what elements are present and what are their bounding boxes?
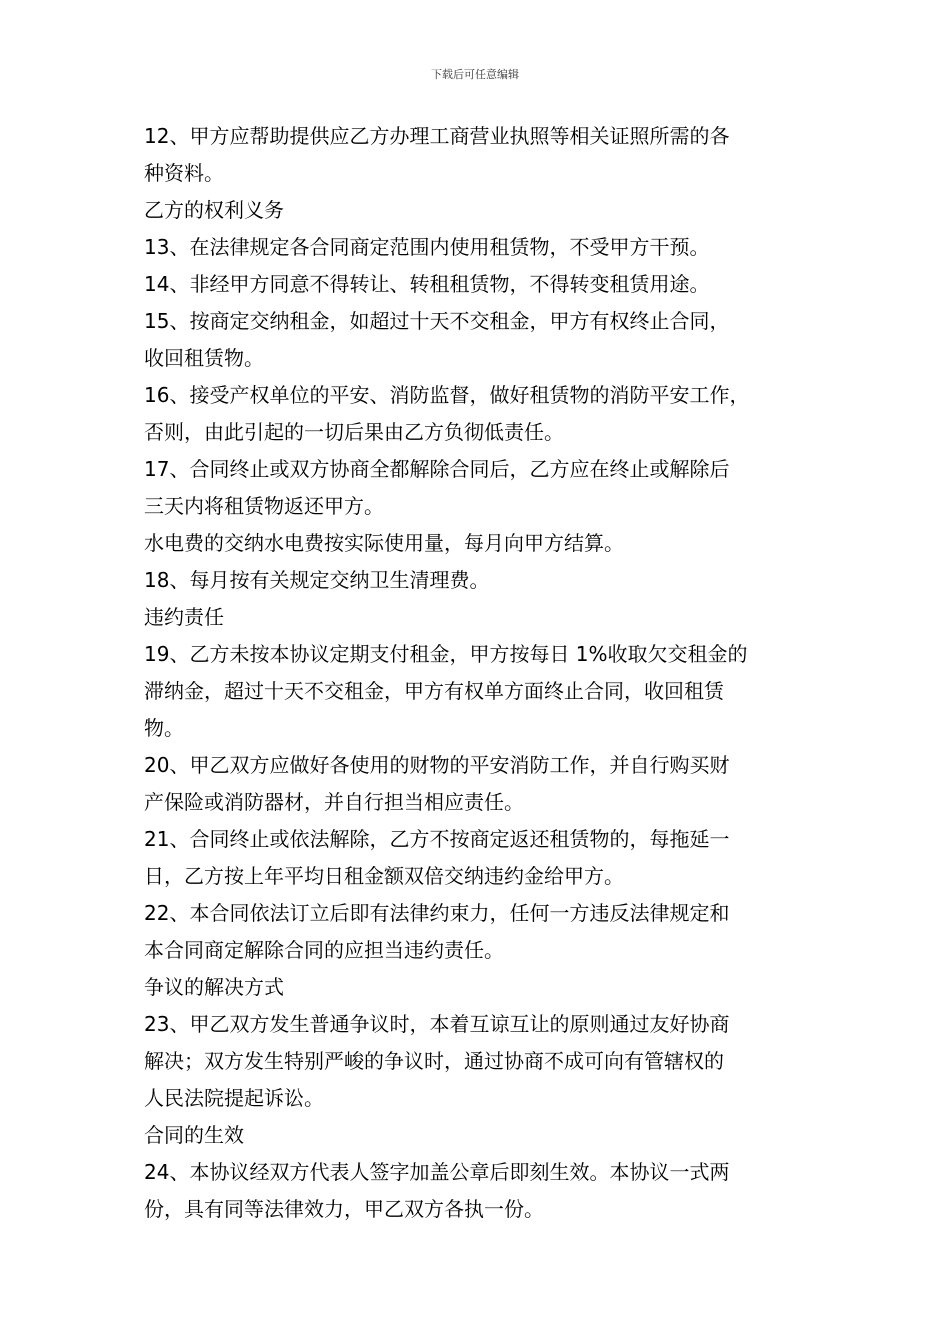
text-line: 14、非经甲方同意不得转让、转租租赁物，不得转变租赁用途。: [144, 272, 710, 296]
text-line: 22、本合同依法订立后即有法律约束力，任何一方违反法律规定和: [144, 901, 730, 925]
section-heading: 争议的解决方式: [144, 975, 284, 999]
page-header: 下载后可任意编辑: [431, 68, 519, 81]
section-heading: 违约责任: [144, 605, 224, 629]
text-line: 份，具有同等法律效力，甲乙双方各执一份。: [144, 1197, 544, 1221]
text-line: 三天内将租赁物返还甲方。: [144, 494, 384, 518]
text-line: 本合同商定解除合同的应担当违约责任。: [144, 938, 504, 962]
text-line: 收回租赁物。: [144, 346, 264, 370]
text-line: 16、接受产权单位的平安、消防监督，做好租赁物的消防平安工作，: [144, 383, 750, 407]
text-line: 12、甲方应帮助提供应乙方办理工商营业执照等相关证照所需的各: [144, 124, 730, 148]
document-body: [144, 118, 824, 1228]
text-line: 19、乙方未按本协议定期支付租金，甲方按每日 1%收取欠交租金的: [144, 642, 748, 666]
text-line: 20、甲乙双方应做好各使用的财物的平安消防工作，并自行购买财: [144, 753, 730, 777]
text-line: 产保险或消防器材，并自行担当相应责任。: [144, 790, 524, 814]
text-line: 种资料。: [144, 161, 224, 185]
text-line: 人民法院提起诉讼。: [144, 1086, 324, 1110]
section-heading: 合同的生效: [144, 1123, 244, 1147]
text-line: 13、在法律规定各合同商定范围内使用租赁物，不受甲方干预。: [144, 235, 710, 259]
text-line: 水电费的交纳水电费按实际使用量，每月向甲方结算。: [144, 531, 624, 555]
text-line: 物。: [144, 716, 184, 740]
text-line: 21、合同终止或依法解除，乙方不按商定返还租赁物的，每拖延一: [144, 827, 730, 851]
text-line: 15、按商定交纳租金，如超过十天不交租金，甲方有权终止合同，: [144, 309, 730, 333]
text-line: 解决；双方发生特别严峻的争议时，通过协商不成可向有管辖权的: [144, 1049, 724, 1073]
text-line: 23、甲乙双方发生普通争议时，本着互谅互让的原则通过友好协商: [144, 1012, 730, 1036]
text-line: 滞纳金，超过十天不交租金，甲方有权单方面终止合同，收回租赁: [144, 679, 724, 703]
text-line: 否则，由此引起的一切后果由乙方负彻低责任。: [144, 420, 564, 444]
text-line: 17、合同终止或双方协商全都解除合同后，乙方应在终止或解除后: [144, 457, 730, 481]
text-line: 日，乙方按上年平均日租金额双倍交纳违约金给甲方。: [144, 864, 624, 888]
text-line: 18、每月按有关规定交纳卫生清理费。: [144, 568, 490, 592]
section-heading: 乙方的权利义务: [144, 198, 284, 222]
text-line: 24、本协议经双方代表人签字加盖公章后即刻生效。本协议一式两: [144, 1160, 730, 1184]
